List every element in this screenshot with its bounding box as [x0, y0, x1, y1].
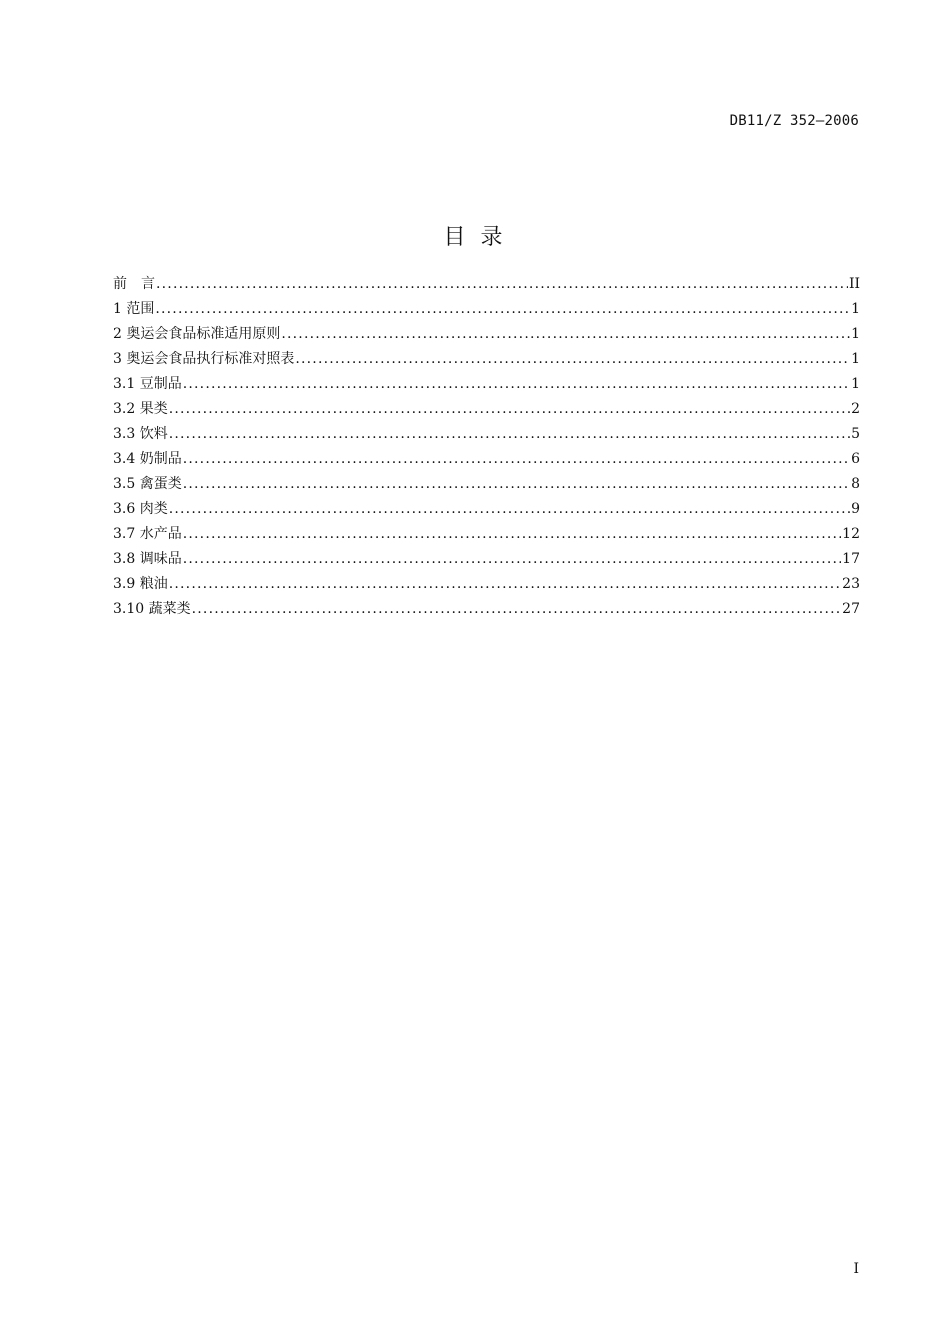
- toc-leader-dots: [183, 447, 850, 472]
- toc-entry-label: 3.8 调味品: [113, 551, 182, 567]
- toc-entry-page: 12: [842, 526, 860, 542]
- toc-entry-label: 3.2 果类: [113, 401, 168, 417]
- toc-entry-label: 3.1 豆制品: [113, 376, 182, 392]
- toc-entry-label: 3.6 肉类: [113, 501, 168, 517]
- toc-title: 目 录: [443, 225, 507, 250]
- toc-entry-page: 27: [842, 601, 860, 617]
- toc-list: [113, 272, 860, 622]
- toc-entry-fruits[interactable]: [113, 397, 860, 422]
- toc-entry-aquatic[interactable]: [113, 522, 860, 547]
- toc-entry-label: 3.9 粮油: [113, 576, 168, 592]
- toc-entry-label: 1 范围: [113, 301, 155, 317]
- toc-leader-dots: [183, 472, 850, 497]
- toc-entry-label: 前 言: [113, 276, 155, 292]
- toc-entry-dairy[interactable]: [113, 447, 860, 472]
- toc-leader-dots: [169, 497, 850, 522]
- toc-leader-dots: [169, 422, 850, 447]
- toc-entry-label: 3.4 奶制品: [113, 451, 182, 467]
- toc-entry-comparison-table[interactable]: [113, 347, 860, 372]
- standard-code: DB11/Z 352—2006: [729, 113, 859, 129]
- toc-entry-label: 3.5 禽蛋类: [113, 476, 182, 492]
- toc-leader-dots: [169, 397, 850, 422]
- page-number: I: [853, 1261, 859, 1277]
- toc-entry-meat[interactable]: [113, 497, 860, 522]
- toc-entry-principles[interactable]: [113, 322, 860, 347]
- toc-entry-label: 3.7 水产品: [113, 526, 182, 542]
- toc-entry-foreword[interactable]: [113, 272, 860, 297]
- toc-entry-label: 2 奥运会食品标准适用原则: [113, 326, 281, 342]
- toc-entry-vegetables[interactable]: [113, 597, 860, 622]
- toc-leader-dots: [156, 272, 848, 297]
- toc-entry-page: 2: [851, 401, 860, 417]
- toc-entry-label: 3 奥运会食品执行标准对照表: [113, 351, 295, 367]
- toc-entry-page: 17: [842, 551, 860, 567]
- toc-entry-page: 1: [851, 351, 860, 367]
- toc-entry-page: 23: [842, 576, 860, 592]
- toc-entry-page: 1: [851, 376, 860, 392]
- toc-entry-label: 3.3 饮料: [113, 426, 168, 442]
- toc-entry-page: 9: [851, 501, 860, 517]
- toc-entry-page: 1: [851, 301, 860, 317]
- toc-leader-dots: [183, 372, 850, 397]
- toc-entry-condiments[interactable]: [113, 547, 860, 572]
- toc-entry-grain-oil[interactable]: [113, 572, 860, 597]
- toc-entry-label: 3.10 蔬菜类: [113, 601, 191, 617]
- toc-leader-dots: [281, 322, 850, 347]
- toc-entry-beverages[interactable]: [113, 422, 860, 447]
- toc-leader-dots: [169, 572, 841, 597]
- toc-leader-dots: [183, 522, 841, 547]
- toc-leader-dots: [295, 347, 850, 372]
- toc-leader-dots: [183, 547, 841, 572]
- toc-entry-bean-products[interactable]: [113, 372, 860, 397]
- toc-entry-page: 5: [851, 426, 860, 442]
- toc-entry-poultry-eggs[interactable]: [113, 472, 860, 497]
- toc-entry-page: II: [848, 276, 860, 292]
- toc-entry-page: 1: [851, 326, 860, 342]
- toc-leader-dots: [192, 597, 842, 622]
- toc-leader-dots: [155, 297, 850, 322]
- toc-entry-page: 8: [851, 476, 860, 492]
- toc-entry-scope[interactable]: [113, 297, 860, 322]
- toc-entry-page: 6: [851, 451, 860, 467]
